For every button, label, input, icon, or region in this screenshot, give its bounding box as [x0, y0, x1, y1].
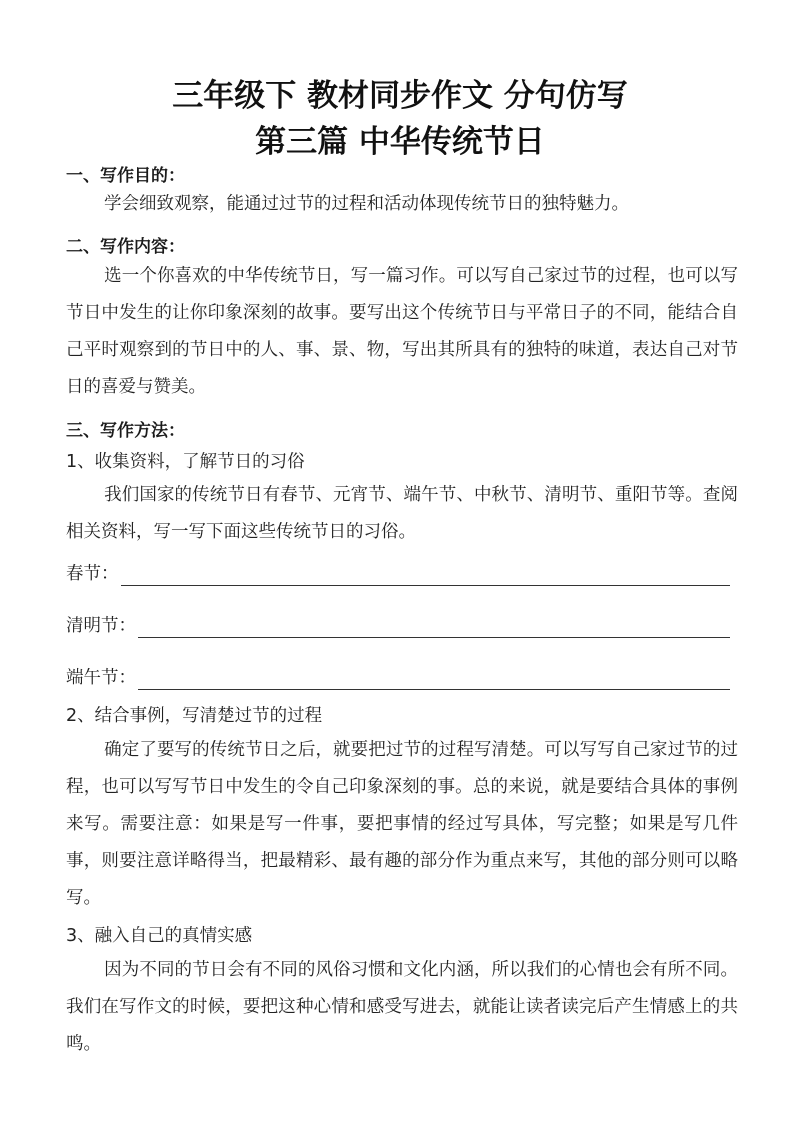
- section-3-heading: 三、写作方法：: [66, 421, 185, 441]
- fill-line-spring-festival[interactable]: [66, 556, 730, 586]
- step-3-title: 3、融入自己的真情实感: [66, 926, 253, 946]
- step-1-title: 1、收集资料，了解节日的习俗: [66, 452, 305, 472]
- answer-line[interactable]: [138, 667, 730, 690]
- section-1-body: 学会细致观察，能通过过节的过程和活动体现传统节日的独特魅力。: [104, 194, 629, 214]
- field-label: 端午节：: [66, 668, 136, 688]
- step-1-text: [66, 477, 738, 551]
- title-line-2: 第三篇 中华传统节日: [255, 124, 545, 160]
- step-2-text: [66, 732, 738, 917]
- title-line-1: 三年级下 教材同步作文 分句仿写: [172, 78, 628, 114]
- section-2-heading: 二、写作内容：: [66, 237, 185, 257]
- section-2-body: 选一个你喜欢的中华传统节日，写一篇习作。可以写自己家过节的过程，也可以写节日中发生的让你印象深刻的故事。要写出这个传统节日与平常日子的不同，能结合自己平时观察到的节日中的人、事、景、物，写出其所具有的独特的味道，表达自己对节日的喜爱与赞美。: [66, 266, 738, 397]
- field-label: 清明节：: [66, 616, 136, 636]
- step-3-text: [66, 952, 738, 1063]
- field-label: 春节：: [66, 564, 119, 584]
- answer-line[interactable]: [121, 563, 731, 586]
- fill-line-duanwu[interactable]: [66, 660, 730, 690]
- step-3-body: 因为不同的节日会有不同的风俗习惯和文化内涵，所以我们的心情也会有所不同。我们在写作文的时候，要把这种心情和感受写进去，就能让读者读完后产生情感上的共鸣。: [66, 960, 738, 1054]
- step-1-body: 我们国家的传统节日有春节、元宵节、端午节、中秋节、清明节、重阳节等。查阅相关资料，写一写下面这些传统节日的习俗。: [66, 485, 738, 542]
- step-2-title: 2、结合事例，写清楚过节的过程: [66, 706, 323, 726]
- section-1-heading: 一、写作目的：: [66, 166, 185, 186]
- section-2-text: [66, 258, 738, 406]
- step-2-body: 确定了要写的传统节日之后，就要把过节的过程写清楚。可以写写自己家过节的过程，也可以写写节日中发生的令自己印象深刻的事。总的来说，就是要结合具体的事例来写。需要注意：如果是写一件事，要把事情的经过写具体，写完整；如果是写几件事，则要注意详略得当，把最精彩、最有趣的部分作为重点来写，其他的部分则可以略写。: [66, 740, 738, 908]
- section-1-text: [66, 186, 738, 223]
- fill-line-qingming[interactable]: [66, 608, 730, 638]
- answer-line[interactable]: [138, 615, 730, 638]
